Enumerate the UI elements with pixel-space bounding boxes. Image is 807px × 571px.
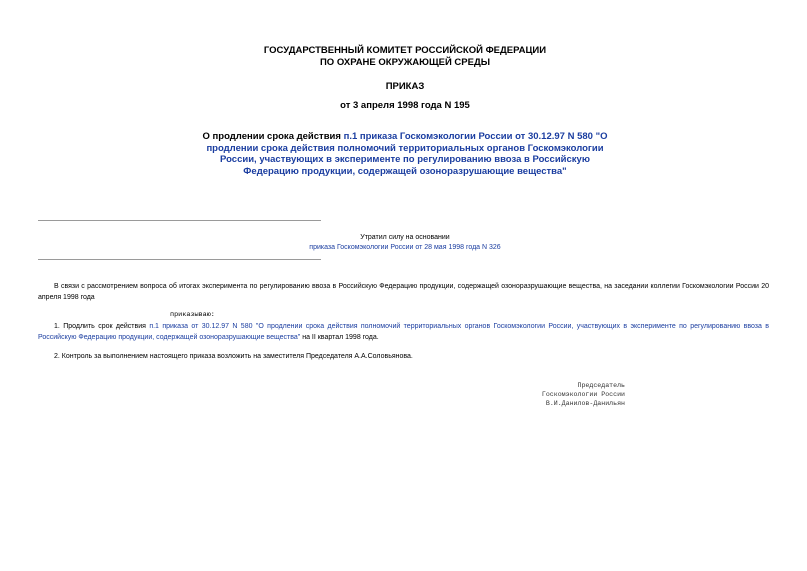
intro-text: В связи с рассмотрением вопроса об итогах эксперимента по регулированию ввоза в Российскую Федерацию продукции, содержащей озоноразрушающие вещества, на заседании коллегии Госкомэкологии России 20 апреля 1998 года — [38, 283, 769, 301]
issuer-line-1: ГОСУДАРСТВЕННЫЙ КОМИТЕТ РОССИЙСКОЙ ФЕДЕРАЦИИ — [263, 45, 547, 56]
signature-name: В.И.Данилов-Данильян — [545, 400, 625, 407]
doc-type: ПРИКАЗ — [385, 81, 425, 92]
separator-top — [38, 220, 321, 221]
order-word: приказываю: — [170, 311, 215, 319]
item-2-text: 2. Контроль за выполнением настоящего приказа возложить на заместителя Председателя А.А.Соловьянова. — [54, 353, 413, 360]
doc-title-link[interactable]: п.1 приказа Госкомэкологии России от 30.12.97 N 580 "О продлении срока действия полномочий территориальных органов Госкомэкологии России, участвующих в эксперименте по регулированию ввоза в Российскую Федерацию продукции, содержащей озоноразрушающие вещества" — [206, 131, 608, 177]
item-1-suffix: на II квартал 1998 года. — [300, 334, 379, 341]
doc-title-prefix: О продлении срока действия — [202, 131, 344, 142]
item-1 — [38, 321, 769, 343]
issuer-line-2: ПО ОХРАНЕ ОКРУЖАЮЩЕЙ СРЕДЫ — [319, 57, 491, 68]
item-2 — [38, 351, 769, 362]
item-1-prefix: 1. Продлить срок действия — [54, 323, 150, 330]
intro-paragraph — [38, 281, 769, 303]
doc-title — [200, 131, 610, 177]
separator-bottom — [38, 259, 321, 260]
status-note-link[interactable]: приказа Госкомэкологии России от 28 мая 1998 года N 326 — [309, 244, 501, 251]
status-note-line: Утратил силу на основании — [360, 234, 450, 241]
signature-org: Госкомэкологии России — [541, 391, 625, 398]
signature-title: Председатель — [577, 382, 625, 389]
item-1-link[interactable]: п.1 приказа от 30.12.97 N 580 "О продлении срока действия полномочий территориальных органов Госкомэкологии России, участвующих в эксперименте по регулированию ввоза в Российскую Федерацию продукции, содержащей озоноразрушающие вещества" — [38, 323, 769, 341]
doc-date-number: от 3 апреля 1998 года N 195 — [340, 100, 470, 111]
